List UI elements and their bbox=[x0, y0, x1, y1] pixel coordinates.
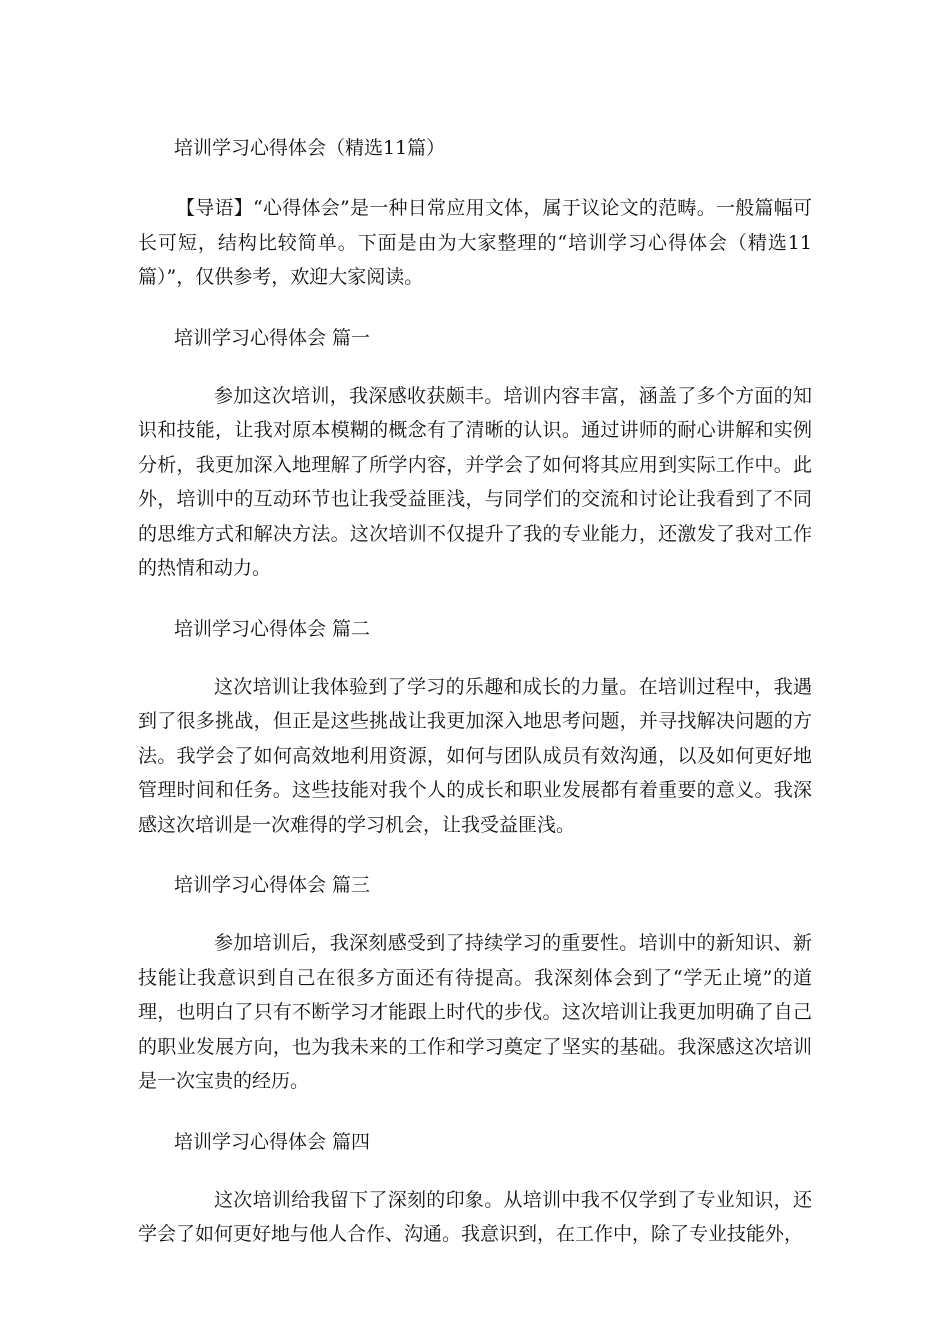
section-heading-1: 培训学习心得体会 篇一 bbox=[174, 326, 371, 349]
section-heading-3: 培训学习心得体会 篇三 bbox=[174, 874, 371, 896]
section-heading-4: 培训学习心得体会 篇四 bbox=[174, 1130, 371, 1153]
section-body-2: 这次培训让我体验到了学习的乐趣和成长的力量。在培训过程中，我遇到了很多挑战，但正是这些挑战让我更加深入地思考问题，并寻找解决问题的方法。我学会了如何高效地利用资源，如何与团队成员有效沟通，以及如何更好地管理时间和任务。这些技能对我个人的成长和职业发展都有着重要的意义。我深感这次培训是一次难得的学习机会，让我受益匪浅。 bbox=[138, 675, 812, 836]
section-body-3: 参加培训后，我深刻感受到了持续学习的重要性。培训中的新知识、新技能让我意识到自己在很多方面还有待提高。我深刻体会到了“学无止境”的道理，也明白了只有不断学习才能跟上时代的步伐。这次培训让我更加明确了自己的职业发展方向，也为我未来的工作和学习奠定了坚实的基础。我深感这次培训是一次宝贵的经历。 bbox=[138, 932, 812, 1092]
document-content bbox=[138, 133, 812, 1280]
section-body-4: 这次培训给我留下了深刻的印象。从培训中我不仅学到了专业知识，还学会了如何更好地与他人合作、沟通。我意识到，在工作中，除了专业技能外， bbox=[138, 1188, 812, 1245]
document-title: 培训学习心得体会（精选11篇） bbox=[174, 137, 446, 159]
section-body-1: 参加这次培训，我深感收获颇丰。培训内容丰富，涵盖了多个方面的知识和技能，让我对原本模糊的概念有了清晰的认识。通过讲师的耐心讲解和实例分析，我更加深入地理解了所学内容，并学会了如何将其应用到实际工作中。此外，培训中的互动环节也让我受益匪浅，与同学们的交流和讨论让我看到了不同的思维方式和解决方法。这次培训不仅提升了我的专业能力，还激发了我对工作的热情和动力。 bbox=[138, 384, 812, 579]
section-heading-2: 培训学习心得体会 篇二 bbox=[174, 617, 371, 640]
intro-paragraph: 【导语】“心得体会”是一种日常应用文体，属于议论文的范畴。一般篇幅可长可短，结构比较简单。下面是由为大家整理的“培训学习心得体会（精选11篇）”，仅供参考，欢迎大家阅读。 bbox=[138, 197, 812, 288]
